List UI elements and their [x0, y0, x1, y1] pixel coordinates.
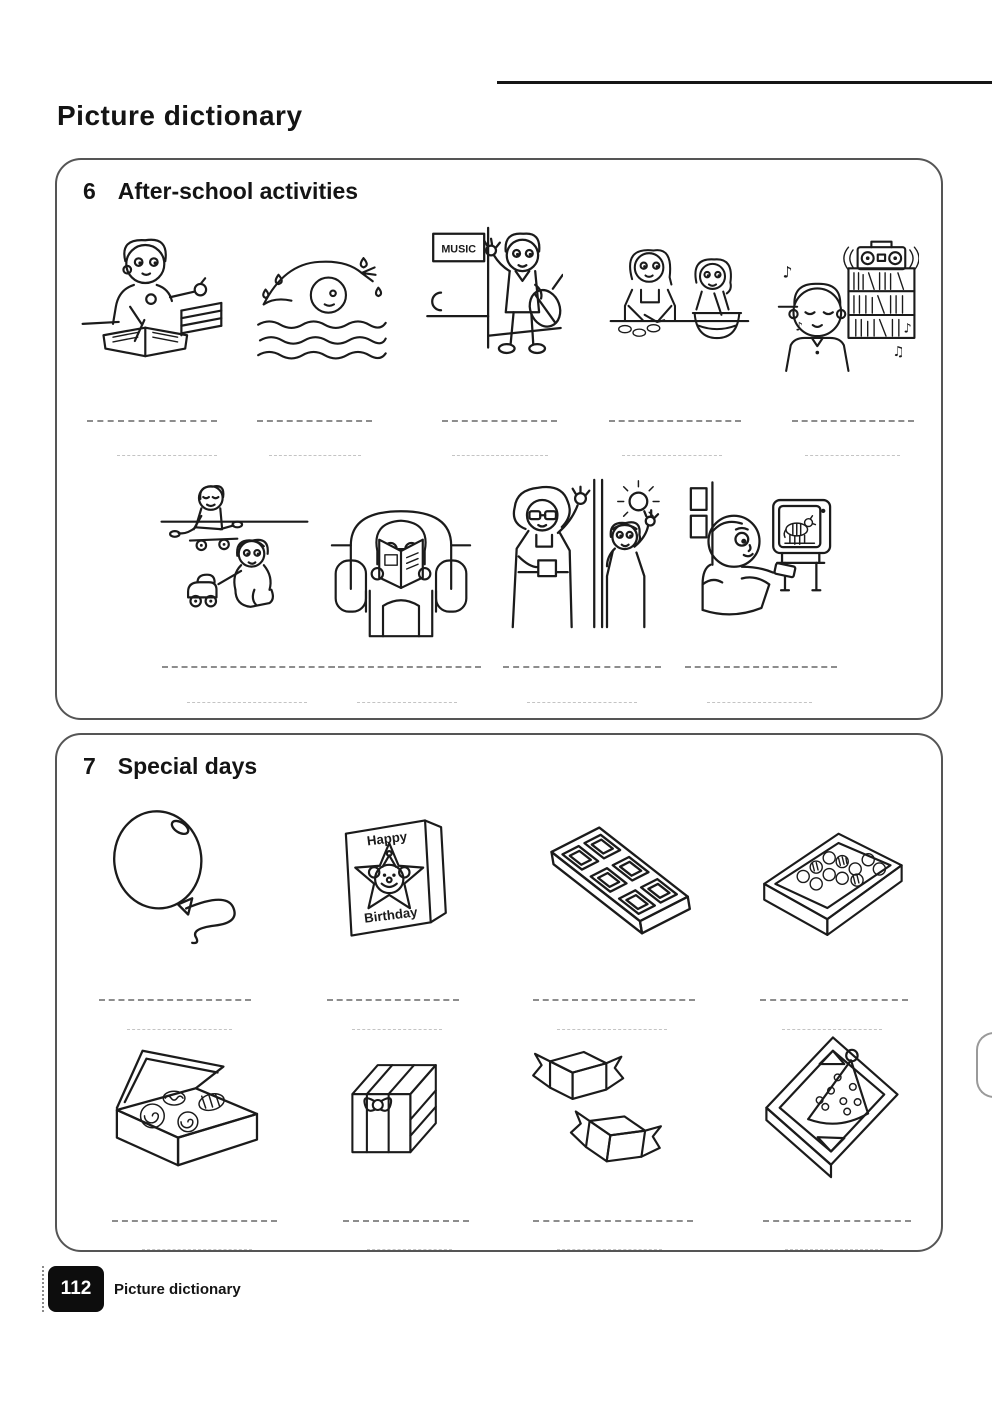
- music-note-icon: ♪: [795, 319, 803, 334]
- writing-line: [533, 1220, 693, 1222]
- listening-to-music-illustration: [777, 230, 919, 378]
- writing-line: [327, 999, 459, 1001]
- chocolate-bar-illustration: [523, 815, 701, 953]
- writing-line: [367, 1249, 452, 1250]
- writing-line: [142, 1249, 252, 1250]
- writing-line: [609, 420, 741, 422]
- writing-line: [269, 455, 361, 456]
- writing-line: [343, 1220, 469, 1222]
- writing-line: [117, 455, 217, 456]
- page-edge-notch: [976, 1032, 992, 1098]
- box-of-sweets-illustration: [753, 817, 911, 947]
- visiting-grandma-illustration: [499, 476, 661, 632]
- writing-line: [533, 999, 695, 1001]
- writing-line: [785, 1249, 883, 1250]
- section-header: [83, 753, 257, 780]
- writing-line: [187, 702, 307, 703]
- writing-line: [127, 1029, 232, 1030]
- writing-line: [87, 420, 217, 422]
- writing-line: [357, 702, 457, 703]
- page-number-badge: 112: [48, 1266, 104, 1312]
- writing-line: [527, 702, 637, 703]
- page-title: Picture dictionary: [57, 100, 303, 131]
- swimming-illustration: [245, 236, 397, 370]
- writing-line: [503, 666, 661, 668]
- writing-line: [352, 1029, 442, 1030]
- writing-line: [162, 666, 344, 668]
- writing-line: [442, 420, 557, 422]
- top-divider-line: [497, 81, 992, 84]
- writing-line: [557, 1249, 662, 1250]
- writing-line: [760, 999, 908, 1001]
- party-hat-box-illustration: [755, 1025, 907, 1181]
- section-header: [83, 178, 358, 205]
- section-number: 6: [83, 178, 96, 204]
- writing-line: [112, 1220, 277, 1222]
- cooking-illustration: [597, 238, 761, 372]
- writing-line: [763, 1220, 911, 1222]
- writing-line: [622, 455, 722, 456]
- writing-line: [685, 666, 837, 668]
- writing-line: [805, 455, 900, 456]
- section-title: Special days: [117, 753, 258, 779]
- writing-line: [329, 666, 481, 668]
- section-title: After-school activities: [117, 178, 359, 204]
- playing-with-toys-illustration: [155, 480, 313, 622]
- writing-line: [707, 702, 812, 703]
- section-special-days: [55, 733, 943, 1252]
- reading-illustration: [327, 498, 475, 640]
- birthday-card-illustration: [327, 807, 459, 949]
- card-birthday-text: Birthday: [363, 904, 419, 926]
- footer-label: Picture dictionary: [114, 1281, 241, 1298]
- writing-line: [99, 999, 251, 1001]
- section-after-school-activities: [55, 158, 943, 720]
- music-lesson-illustration: [425, 224, 563, 376]
- sweets-illustration: [525, 1037, 667, 1173]
- writing-line: [792, 420, 914, 422]
- music-sign-text: MUSIC: [441, 243, 477, 256]
- writing-line: [452, 455, 548, 456]
- card-happy-text: Happy: [366, 828, 408, 849]
- section-number: 7: [83, 753, 96, 779]
- binding-dots: [42, 1266, 44, 1312]
- box-of-cakes-illustration: [93, 1035, 271, 1183]
- balloon-illustration: [95, 803, 257, 945]
- present-illustration: [327, 1041, 463, 1169]
- music-note-icon: ♪: [782, 263, 793, 282]
- writing-line: [557, 1029, 667, 1030]
- music-note-icon: ♪: [903, 321, 912, 337]
- watching-tv-illustration: [683, 480, 835, 628]
- music-note-icon: ♫: [892, 344, 905, 361]
- writing-line: [257, 420, 372, 422]
- doing-homework-illustration: [75, 228, 227, 376]
